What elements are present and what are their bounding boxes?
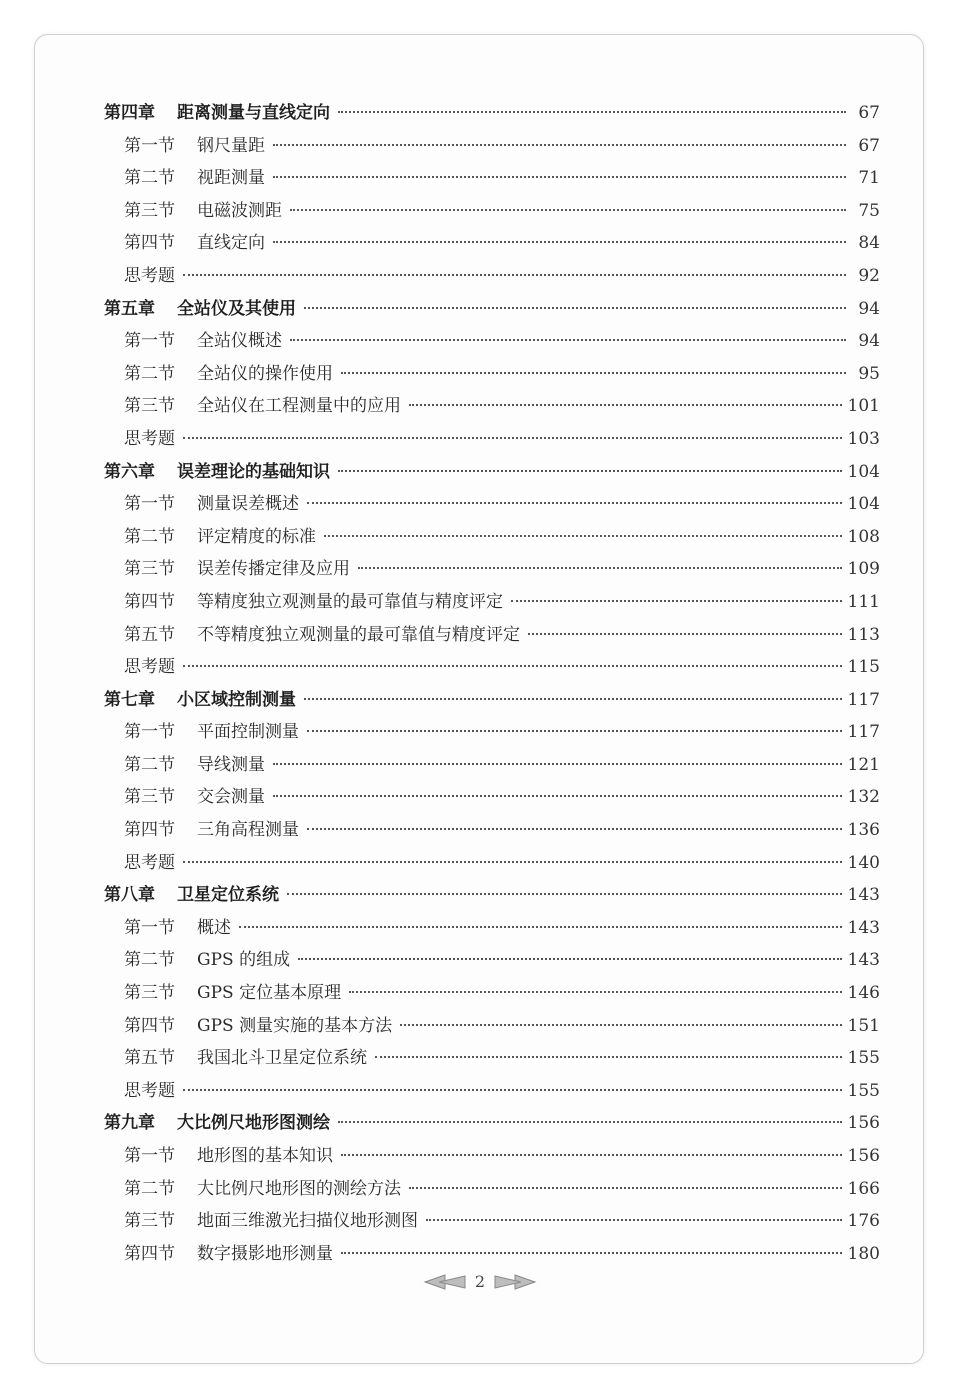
toc-entry-page: 103 [847,428,880,449]
toc-section-row[interactable] [104,131,880,164]
toc-entry-title: 小区域控制测量 [177,689,296,710]
toc-entry-number: 第二节 [124,526,175,547]
toc-entry-page: 104 [847,461,880,482]
dot-leader [341,372,846,374]
toc-section-row[interactable] [104,1206,880,1239]
dot-leader [273,763,842,765]
dot-leader [400,1024,841,1026]
toc-entry-number: 第四节 [124,1243,175,1264]
dot-leader [290,209,846,211]
dot-leader [239,926,842,928]
toc-entry-title: 我国北斗卫星定位系统 [197,1048,367,1069]
toc-section-row[interactable] [104,1239,880,1272]
toc-entry-page: 101 [847,396,880,417]
toc-entry-number: 第一节 [124,494,175,515]
toc-section-row[interactable] [104,1043,880,1076]
toc-entry-number: 第六章 [104,461,155,482]
dot-leader [409,404,842,406]
toc-entry-title: 地形图的基本知识 [197,1146,333,1166]
toc-entry-number: 第一节 [124,331,175,352]
toc-entry-page: 155 [847,1080,880,1101]
toc-question-row[interactable] [104,652,880,685]
toc-question-row[interactable] [104,424,880,457]
dot-leader [304,307,846,309]
dot-leader [290,339,846,341]
toc-entry-title: 全站仪概述 [197,331,282,352]
dot-leader [273,144,846,146]
toc-entry-number: 第一节 [124,1146,175,1166]
toc-entry-page: 104 [847,494,880,515]
toc-section-row[interactable] [104,391,880,424]
toc-entry-page: 92 [858,265,880,286]
toc-entry-number: 第七章 [104,689,155,710]
toc-entry-page: 117 [847,722,880,743]
dot-leader [307,730,842,732]
toc-entry-title: GPS 测量实施的基本方法 [197,1015,393,1036]
toc-entry-page: 115 [847,657,880,678]
toc-entry-title: 全站仪及其使用 [177,298,296,319]
toc-entry-number: 第一节 [124,135,175,156]
table-of-contents [104,98,880,1271]
toc-section-row[interactable] [104,326,880,359]
dot-leader [511,600,842,602]
prev-arrow-icon [423,1273,467,1291]
dot-leader [341,1154,842,1156]
dot-leader [338,111,846,113]
toc-entry-page: 132 [847,787,880,808]
toc-entry-title: GPS 的组成 [197,950,291,971]
dot-leader [375,1056,842,1058]
toc-entry-number: 第二节 [124,754,175,775]
toc-chapter-row[interactable] [104,1108,880,1141]
toc-entry-title: 评定精度的标准 [197,526,316,547]
toc-entry-page: 121 [847,754,880,775]
toc-entry-title: 大比例尺地形图的测绘方法 [197,1178,401,1199]
toc-entry-number: 第八章 [104,885,155,906]
toc-entry-title: 等精度独立观测量的最可靠值与精度评定 [197,591,503,612]
dot-leader [287,893,842,895]
dot-leader [409,1187,842,1189]
toc-entry-title: 思考题 [124,1080,175,1101]
toc-section-row[interactable] [104,913,880,946]
toc-entry-title: 思考题 [124,657,175,678]
toc-entry-page: 140 [847,852,880,873]
dot-leader [324,535,842,537]
toc-entry-page: 180 [847,1243,880,1264]
toc-entry-page: 143 [847,950,880,971]
toc-entry-title: 距离测量与直线定向 [177,103,330,123]
toc-entry-page: 176 [847,1211,880,1232]
toc-entry-page: 117 [847,689,880,710]
toc-entry-page: 143 [847,885,880,906]
toc-entry-page: 156 [847,1113,880,1134]
dot-leader [183,1089,842,1091]
toc-entry-page: 111 [847,591,880,612]
toc-question-row[interactable] [104,848,880,881]
toc-entry-number: 第二节 [124,1178,175,1199]
toc-entry-page: 166 [847,1178,880,1199]
toc-entry-page: 136 [847,820,880,841]
dot-leader [338,470,842,472]
toc-entry-number: 第二节 [124,363,175,384]
toc-entry-page: 75 [858,200,880,221]
toc-section-row[interactable] [104,1011,880,1044]
dot-leader [273,795,842,797]
toc-section-row[interactable] [104,782,880,815]
toc-entry-number: 第四节 [124,591,175,612]
toc-entry-page: 67 [858,103,880,123]
toc-section-row[interactable] [104,228,880,261]
dot-leader [304,698,842,700]
toc-entry-title: 思考题 [124,852,175,873]
toc-entry-title: 思考题 [124,265,175,286]
toc-section-row[interactable] [104,1141,880,1174]
page-number: 2 [474,1272,486,1291]
toc-question-row[interactable] [104,261,880,294]
toc-entry-number: 第一节 [124,917,175,938]
toc-entry-number: 第三节 [124,983,175,1004]
dot-leader [183,437,842,439]
toc-section-row[interactable] [104,620,880,653]
toc-entry-title: 地面三维激光扫描仪地形测图 [197,1211,418,1232]
toc-entry-number: 第三节 [124,200,175,221]
dot-leader [426,1219,842,1221]
toc-entry-title: 卫星定位系统 [177,885,279,906]
toc-entry-page: 71 [858,168,880,189]
toc-entry-title: 导线测量 [197,754,265,775]
toc-entry-number: 第一节 [124,722,175,743]
toc-entry-title: 全站仪的操作使用 [197,363,333,384]
toc-entry-page: 151 [847,1015,880,1036]
toc-entry-page: 95 [858,363,880,384]
toc-section-row[interactable] [104,978,880,1011]
toc-section-row[interactable] [104,587,880,620]
toc-section-row[interactable] [104,554,880,587]
toc-section-row[interactable] [104,489,880,522]
toc-entry-title: 交会测量 [197,787,265,808]
toc-section-row[interactable] [104,815,880,848]
dot-leader [273,176,846,178]
next-arrow-icon [493,1273,537,1291]
toc-section-row[interactable] [104,163,880,196]
toc-section-row[interactable] [104,522,880,555]
toc-entry-title: 数字摄影地形测量 [197,1243,333,1264]
toc-entry-page: 146 [847,983,880,1004]
toc-entry-number: 第四节 [124,233,175,254]
toc-entry-number: 第二节 [124,950,175,971]
toc-entry-page: 108 [847,526,880,547]
toc-entry-page: 84 [858,233,880,254]
dot-leader [183,861,842,863]
dot-leader [528,633,842,635]
toc-entry-page: 156 [847,1146,880,1166]
toc-section-row[interactable] [104,359,880,392]
toc-entry-number: 第四章 [104,103,155,123]
toc-entry-page: 94 [858,298,880,319]
toc-entry-title: 钢尺量距 [197,135,265,156]
page-footer [0,1272,960,1291]
toc-entry-number: 第四节 [124,1015,175,1036]
dot-leader [349,991,841,993]
toc-entry-title: 平面控制测量 [197,722,299,743]
toc-entry-number: 第九章 [104,1113,155,1134]
dot-leader [183,665,842,667]
toc-entry-number: 第三节 [124,396,175,417]
dot-leader [273,241,846,243]
toc-entry-number: 第二节 [124,168,175,189]
toc-entry-page: 94 [858,331,880,352]
toc-chapter-row[interactable] [104,457,880,490]
toc-chapter-row[interactable] [104,294,880,327]
toc-entry-page: 113 [847,624,880,645]
toc-entry-title: 测量误差概述 [197,494,299,515]
dot-leader [338,1121,842,1123]
toc-entry-title: 大比例尺地形图测绘 [177,1113,330,1134]
toc-chapter-row[interactable] [104,98,880,131]
toc-section-row[interactable] [104,1174,880,1207]
toc-section-row[interactable] [104,945,880,978]
dot-leader [183,274,846,276]
toc-entry-number: 第五章 [104,298,155,319]
toc-entry-title: 思考题 [124,428,175,449]
dot-leader [358,567,842,569]
dot-leader [307,828,842,830]
toc-entry-title: 视距测量 [197,168,265,189]
toc-entry-page: 143 [847,917,880,938]
toc-entry-title: 概述 [197,917,231,938]
toc-entry-title: 全站仪在工程测量中的应用 [197,396,401,417]
toc-entry-number: 第三节 [124,787,175,808]
toc-question-row[interactable] [104,1076,880,1109]
toc-entry-number: 第三节 [124,559,175,580]
toc-entry-title: 误差理论的基础知识 [177,461,330,482]
toc-entry-title: 直线定向 [197,233,265,254]
toc-entry-page: 155 [847,1048,880,1069]
toc-section-row[interactable] [104,750,880,783]
toc-entry-number: 第三节 [124,1211,175,1232]
toc-entry-title: 不等精度独立观测量的最可靠值与精度评定 [197,624,520,645]
toc-entry-page: 67 [858,135,880,156]
toc-chapter-row[interactable] [104,685,880,718]
toc-entry-title: 误差传播定律及应用 [197,559,350,580]
dot-leader [307,502,842,504]
dot-leader [341,1252,842,1254]
toc-section-row[interactable] [104,717,880,750]
dot-leader [298,958,841,960]
toc-entry-number: 第五节 [124,1048,175,1069]
toc-entry-number: 第四节 [124,820,175,841]
toc-chapter-row[interactable] [104,880,880,913]
toc-entry-title: 三角高程测量 [197,820,299,841]
toc-entry-title: GPS 定位基本原理 [197,983,342,1004]
toc-entry-page: 109 [847,559,880,580]
toc-entry-number: 第五节 [124,624,175,645]
toc-entry-title: 电磁波测距 [197,200,282,221]
toc-section-row[interactable] [104,196,880,229]
